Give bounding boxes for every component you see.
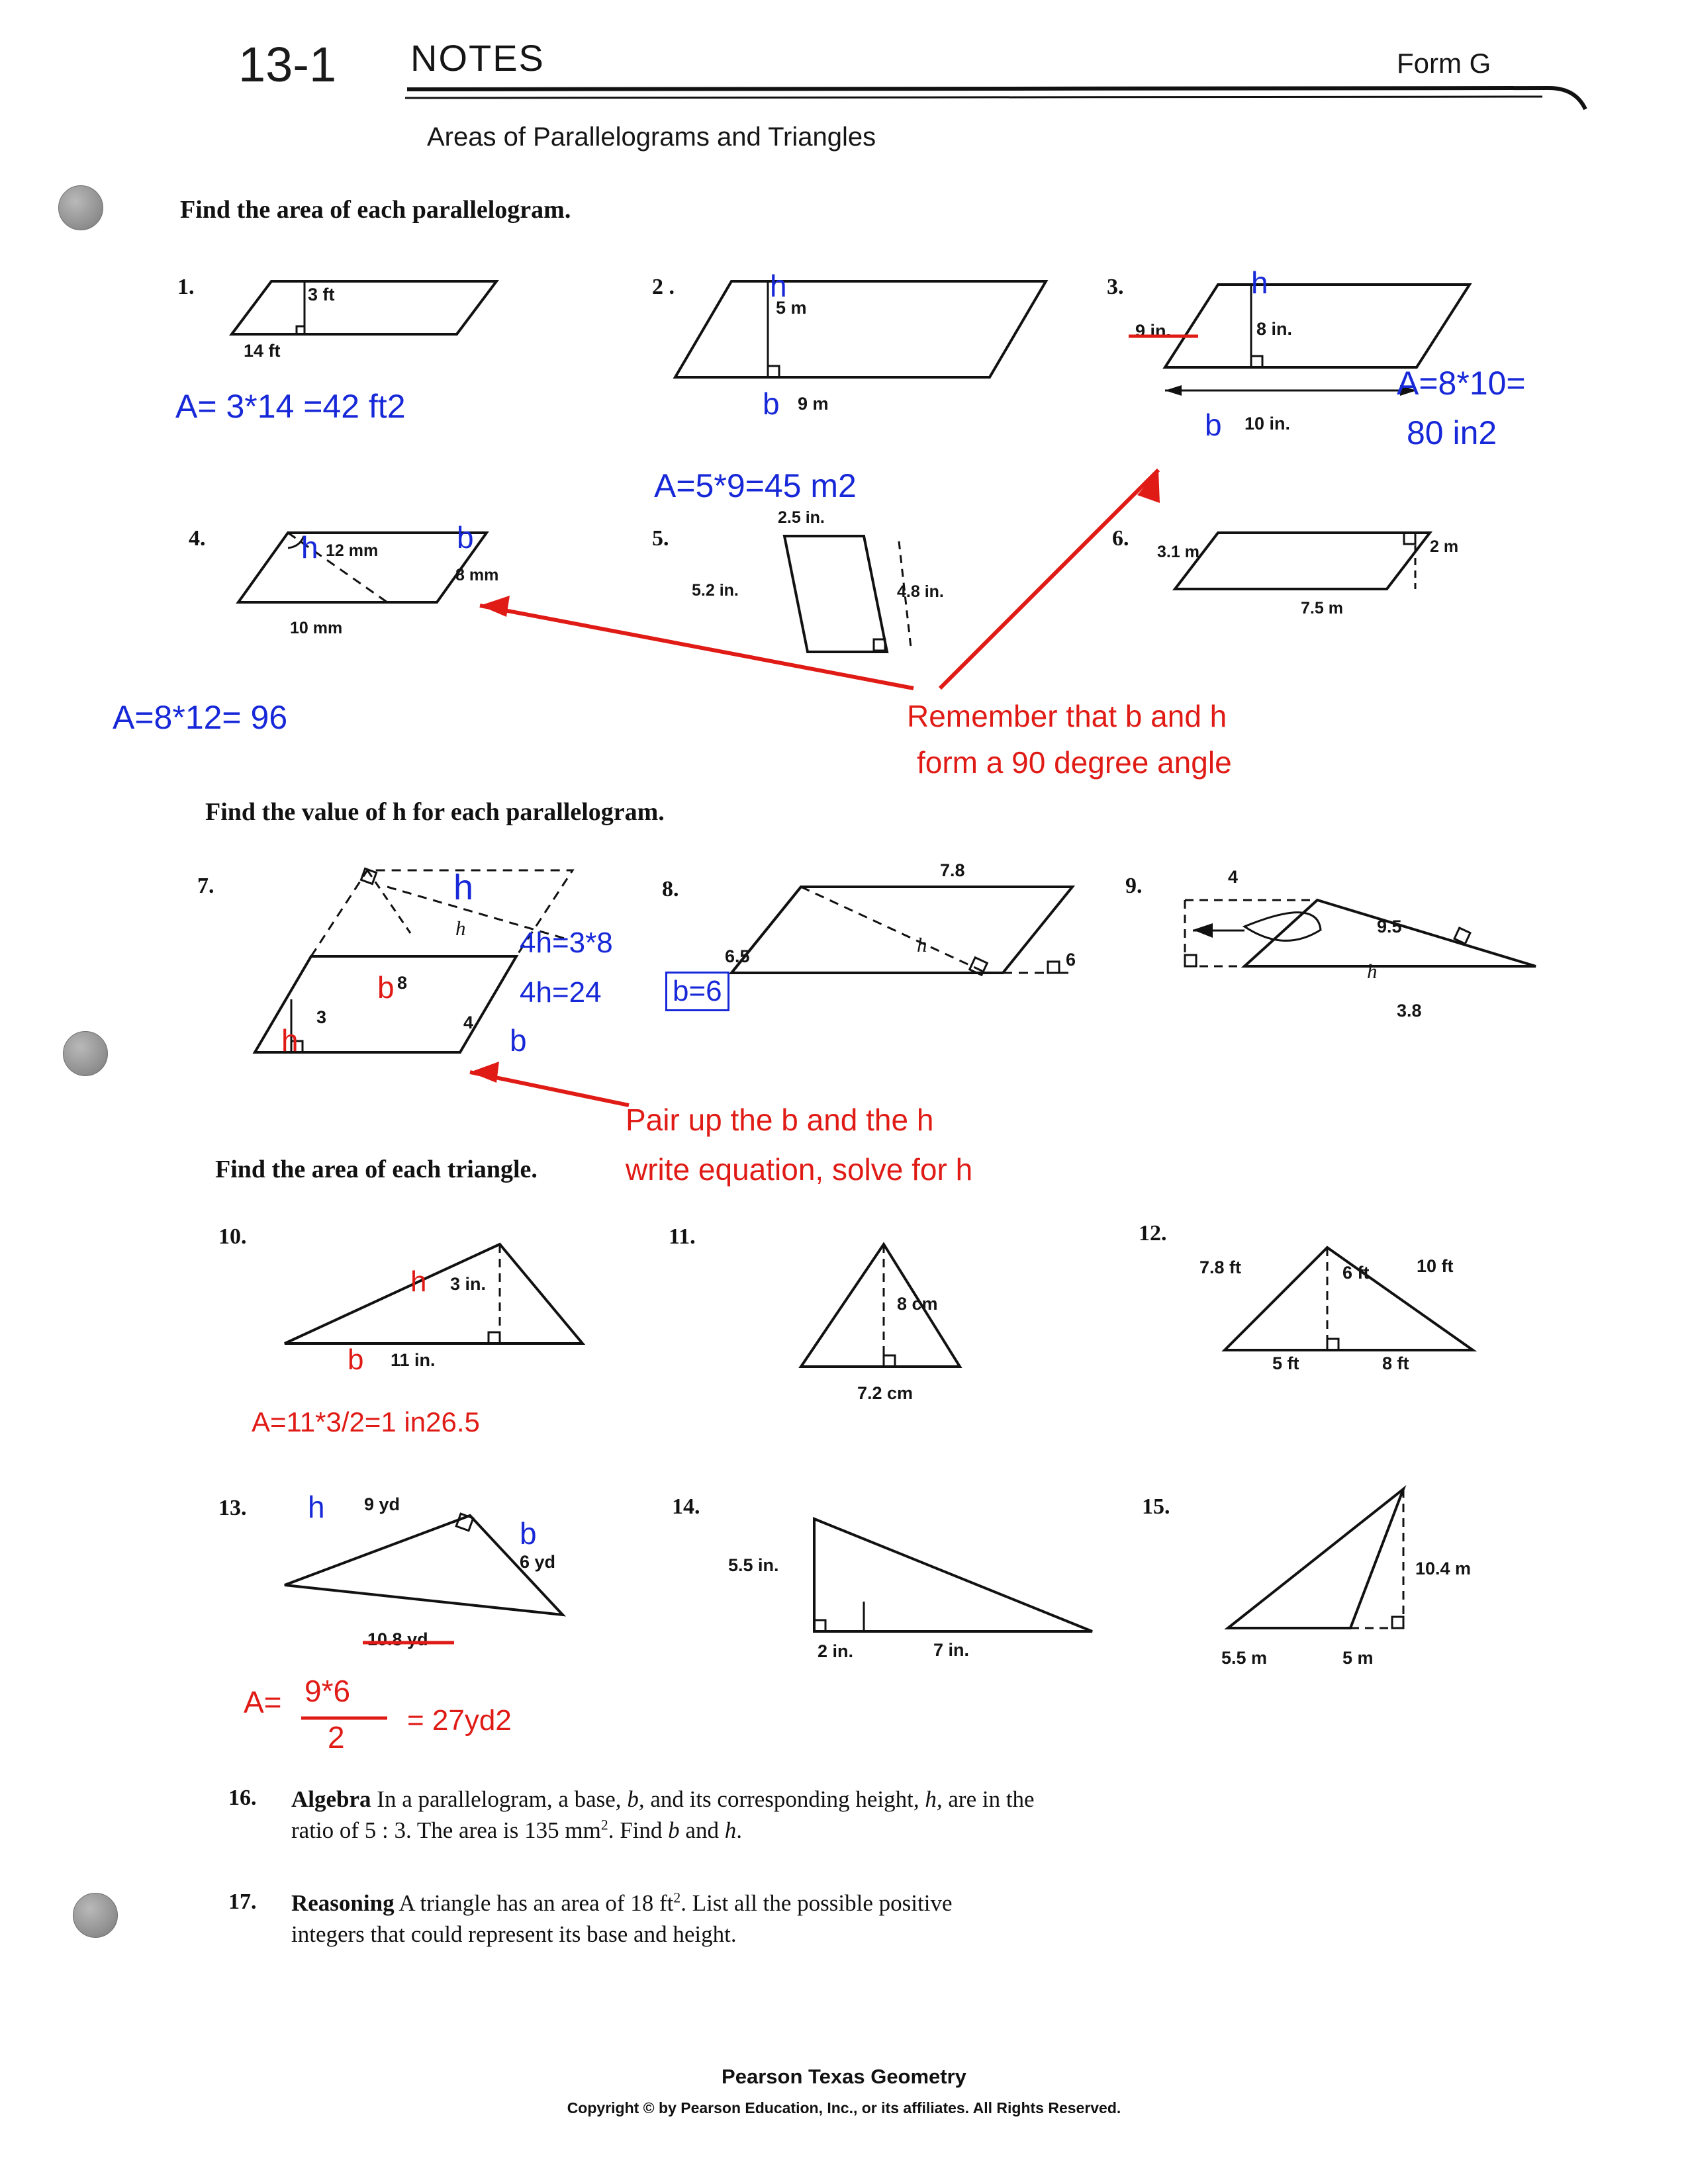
handwriting-answer-3b: 80 in2 <box>1407 414 1497 451</box>
problem-number-5: 5. <box>652 526 669 551</box>
handwriting-b-13: b <box>520 1516 537 1551</box>
figure-14-triangle <box>748 1489 1158 1655</box>
problem-number-1: 1. <box>177 275 195 299</box>
label-13-side1: 9 yd <box>364 1494 400 1514</box>
handwriting-h-3: h <box>1251 265 1268 300</box>
handwriting-b-10: b <box>348 1343 364 1376</box>
footer-copyright: Copyright © by Pearson Education, Inc., or its affiliates. All Rights Reserved. <box>567 2099 1121 2116</box>
label-5-side: 5.2 in. <box>692 581 739 600</box>
handwriting-h-4: h <box>301 530 318 565</box>
handwriting-eq-7b: 4h=24 <box>520 976 602 1009</box>
label-9-four: 4 <box>1228 867 1239 887</box>
label-6-base: 7.5 m <box>1301 599 1343 617</box>
problem-16-h2: h <box>724 1817 737 1844</box>
problem-16-text <box>291 1784 1337 1846</box>
handwriting-h-7-left: h <box>281 1023 299 1058</box>
label-12-base-left: 5 ft <box>1272 1353 1299 1373</box>
problem-number-10: 10. <box>218 1224 247 1249</box>
problem-16-text-c: are in the <box>942 1786 1035 1812</box>
label-8-h: h <box>917 933 927 956</box>
label-2-height: 5 m <box>776 298 807 318</box>
label-3-height: 8 in. <box>1256 319 1293 339</box>
notes-heading: NOTES <box>410 37 545 79</box>
handwriting-answer-13-den: 2 <box>328 1720 345 1754</box>
problem-number-15: 15. <box>1142 1494 1170 1519</box>
handwriting-b-7: b <box>377 970 395 1005</box>
problem-number-8: 8. <box>662 877 679 901</box>
handwriting-answer-13-a: A= <box>244 1685 282 1719</box>
handwriting-answer-3a: A=8*10= <box>1397 365 1526 402</box>
strikeout-3 <box>1125 324 1258 351</box>
binder-hole <box>58 185 103 230</box>
problem-17-sup: 2 <box>673 1889 681 1906</box>
label-7-h-upper: h <box>455 917 466 940</box>
problem-16-line2-c: and <box>679 1817 725 1844</box>
problem-17-text <box>291 1888 1297 1950</box>
handwriting-h-7-top: h <box>453 868 474 907</box>
binder-hole <box>73 1893 118 1938</box>
label-13-side2: 6 yd <box>520 1552 556 1572</box>
label-12-right: 10 ft <box>1417 1256 1454 1276</box>
figure-2-parallelogram <box>662 261 1125 407</box>
annotation-note-2-line2: write equation, solve for h <box>626 1152 973 1187</box>
problem-number-4: 4. <box>189 526 206 551</box>
figure-10-triangle <box>265 1218 715 1383</box>
label-3-side: 9 in. <box>1135 321 1172 341</box>
problem-number-3: 3. <box>1107 275 1124 299</box>
label-7-four: 4 <box>463 1013 474 1032</box>
handwriting-h-13: h <box>308 1490 325 1524</box>
figure-15-triangle <box>1192 1476 1589 1648</box>
label-15-segment: 5 m <box>1342 1648 1374 1668</box>
label-3-base: 10 in. <box>1244 414 1291 433</box>
label-6-height: 2 m <box>1430 537 1459 556</box>
problem-16-line2-sup: 2 <box>600 1817 608 1833</box>
lesson-number: 13-1 <box>238 37 337 92</box>
annotation-note-1-line2: form a 90 degree angle <box>917 745 1232 780</box>
handwriting-eq-7a: 4h=3*8 <box>520 927 613 959</box>
handwriting-b-2: b <box>763 387 780 421</box>
problem-16-line2-b: . Find <box>608 1817 669 1844</box>
handwriting-answer-4: A=8*12= 96 <box>113 699 288 736</box>
handwriting-b-3: b <box>1205 408 1222 442</box>
problem-16-text-a: In a parallelogram, a base, <box>371 1786 628 1812</box>
label-5-top: 2.5 in. <box>778 508 825 527</box>
problem-17-text-a: A triangle has an area of 18 ft <box>394 1890 674 1916</box>
label-1-base: 14 ft <box>244 341 281 361</box>
handwriting-b-7-right: b <box>510 1023 527 1058</box>
header-rule <box>0 0 1688 165</box>
label-12-height: 6 ft <box>1342 1263 1370 1283</box>
page-subtitle: Areas of Parallelograms and Triangles <box>427 122 876 152</box>
label-1-height: 3 ft <box>308 285 335 304</box>
footer-title: Pearson Texas Geometry <box>722 2065 966 2088</box>
annotation-arrows-1 <box>410 410 1688 741</box>
handwriting-answer-2: A=5*9=45 m2 <box>654 467 857 504</box>
fraction-bar-13 <box>301 1714 420 1727</box>
problem-number-17: 17. <box>228 1889 257 1914</box>
handwriting-b-4: b <box>457 520 474 555</box>
problem-number-13: 13. <box>218 1496 247 1520</box>
problem-number-9: 9. <box>1125 874 1143 898</box>
label-11-base: 7.2 cm <box>857 1383 914 1403</box>
label-8-top: 7.8 <box>940 860 965 880</box>
figure-1-parallelogram <box>199 261 662 394</box>
label-7-three: 3 <box>316 1007 327 1027</box>
label-4-height: 12 mm <box>326 541 379 560</box>
section-heading-findh <box>205 797 665 827</box>
label-11-height: 8 cm <box>897 1294 938 1314</box>
label-8-side: 6.5 <box>725 946 750 966</box>
label-15-base: 5.5 m <box>1221 1648 1268 1668</box>
problem-number-7: 7. <box>197 874 214 898</box>
binder-hole <box>63 1031 108 1076</box>
label-14-base-left: 2 in. <box>818 1641 854 1661</box>
section-heading-triangles: Find the area of each triangle. <box>215 1156 538 1183</box>
label-14-height: 5.5 in. <box>728 1555 779 1575</box>
problem-number-16: 16. <box>228 1786 257 1810</box>
problem-17-tag: Reasoning <box>291 1890 395 1916</box>
problem-17-line2: integers that could represent its base and height. <box>291 1921 737 1948</box>
figure-12-triangle <box>1185 1218 1635 1383</box>
annotation-note-2-line1: Pair up the b and the h <box>626 1103 934 1137</box>
label-10-base: 11 in. <box>391 1350 436 1370</box>
problem-16-line2-d: . <box>736 1817 742 1844</box>
problem-17-text-b: . List all the possible positive <box>680 1890 953 1916</box>
label-12-left: 7.8 ft <box>1199 1257 1242 1277</box>
handwriting-answer-10: A=11*3/2=1 in26.5 <box>252 1406 480 1437</box>
section-heading-findh-text: Find the value of h for each parallelogram. <box>205 798 665 826</box>
problem-16-text-b: and its corresponding height, <box>644 1786 925 1812</box>
strikeout-13 <box>363 1629 535 1656</box>
label-2-base: 9 m <box>798 394 829 414</box>
label-14-base-right: 7 in. <box>933 1640 970 1660</box>
label-4-base: 10 mm <box>290 619 343 637</box>
handwriting-h-2: h <box>770 269 787 303</box>
problem-16-b2: b <box>668 1817 680 1844</box>
label-13-base: 10.8 yd <box>367 1629 428 1649</box>
label-10-height: 3 in. <box>450 1274 487 1294</box>
section-heading-areas: Find the area of each parallelogram. <box>180 196 571 224</box>
label-9-h: h <box>1367 960 1378 983</box>
label-7-eight: 8 <box>397 973 408 993</box>
problem-16-b1: b, <box>627 1786 645 1812</box>
label-5-height: 4.8 in. <box>897 582 944 601</box>
label-9-three8: 3.8 <box>1397 1001 1422 1021</box>
annotation-note-1-line1: Remember that b and h <box>907 699 1227 733</box>
problem-number-14: 14. <box>672 1494 700 1519</box>
problem-16-tag: Algebra <box>291 1786 371 1812</box>
label-9-nine5: 9.5 <box>1377 917 1402 936</box>
label-6-side: 3.1 m <box>1157 543 1199 561</box>
problem-16-h1: h, <box>925 1786 943 1812</box>
handwriting-answer-13-res: = 27yd2 <box>407 1704 512 1737</box>
problem-number-2: 2 . <box>652 275 675 299</box>
handwriting-answer-13-num: 9*6 <box>305 1674 351 1708</box>
handwriting-h-10: h <box>410 1265 427 1298</box>
problem-16-line2-a: ratio of 5 : 3. The area is 135 mm <box>291 1817 601 1844</box>
handwriting-eq-7c: b=6 <box>665 972 729 1011</box>
problem-number-6: 6. <box>1112 526 1129 551</box>
label-12-base-right: 8 ft <box>1382 1353 1409 1373</box>
problem-number-12: 12. <box>1139 1221 1167 1246</box>
handwriting-answer-1: A= 3*14 =42 ft2 <box>175 388 406 425</box>
form-label: Form G <box>1397 48 1491 79</box>
label-4-side: 8 mm <box>455 566 499 584</box>
label-15-height: 10.4 m <box>1415 1559 1472 1578</box>
problem-number-11: 11. <box>669 1224 696 1249</box>
label-8-right: 6 <box>1066 950 1076 970</box>
